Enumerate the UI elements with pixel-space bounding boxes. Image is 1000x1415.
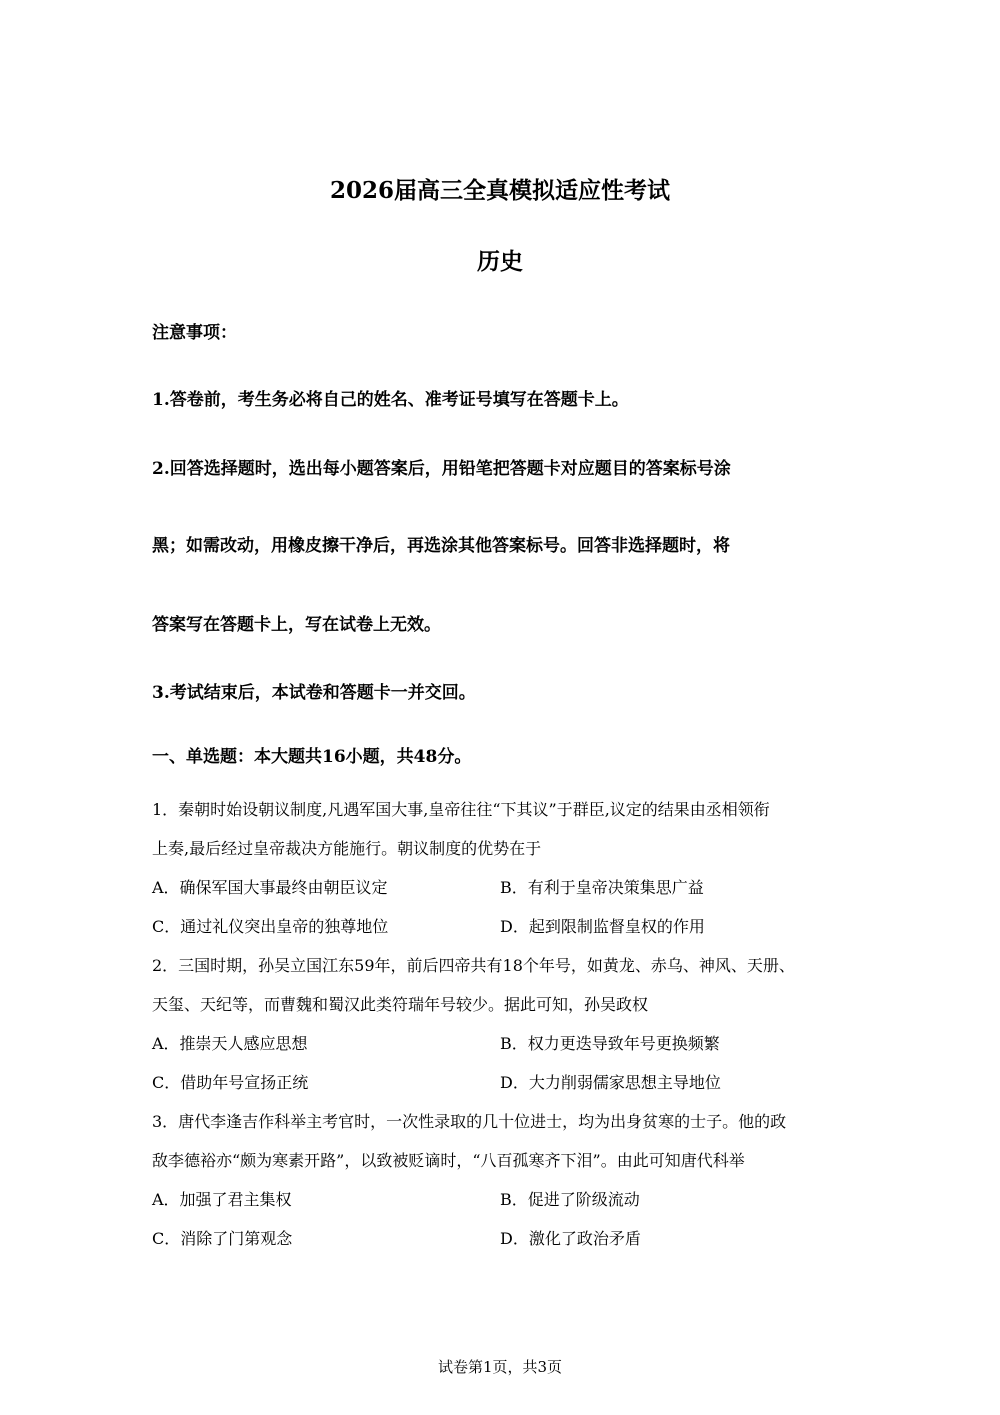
notice-line: 3.考试结束后，本试卷和答题卡一并交回。: [152, 683, 476, 703]
option-d: D．起到限制监督皇权的作用: [500, 917, 705, 936]
option-a: A．确保军国大事最终由朝臣议定: [152, 878, 388, 897]
question-stem-line: 1．秦朝时始设朝议制度,凡遇军国大事,皇帝往往“下其议”于群臣,议定的结果由丞相领衔: [152, 800, 770, 819]
notice-heading: 注意事项：: [152, 323, 237, 343]
option-d: D．大力削弱儒家思想主导地位: [500, 1073, 721, 1092]
option-c: C．借助年号宣扬正统: [152, 1073, 309, 1092]
option-b: B．促进了阶级流动: [500, 1190, 640, 1209]
section-heading: 一、单选题：本大题共16小题，共48分。: [152, 747, 472, 767]
notice-line: 2.回答选择题时，选出每小题答案后，用铅笔把答题卡对应题目的答案标号涂: [152, 459, 731, 479]
question-stem-line: 天玺、天纪等，而曹魏和蜀汉此类符瑞年号较少。据此可知，孙吴政权: [152, 995, 649, 1014]
option-c: C．消除了门第观念: [152, 1229, 293, 1248]
notice-line: 1.答卷前，考生务必将自己的姓名、准考证号填写在答题卡上。: [152, 390, 629, 410]
option-d: D．激化了政治矛盾: [500, 1229, 641, 1248]
exam-title: 2026届高三全真模拟适应性考试: [329, 177, 670, 204]
option-a: A．推崇天人感应思想: [152, 1034, 308, 1053]
option-c: C．通过礼仪突出皇帝的独尊地位: [152, 917, 389, 936]
question-stem-line: 2．三国时期，孙吴立国江东59年，前后四帝共有18个年号，如黄龙、赤乌、神风、天册、: [152, 956, 795, 975]
question-stem-line: 上奏,最后经过皇帝裁决方能施行。朝议制度的优势在于: [152, 839, 542, 858]
question-stem-line: 敌李德裕亦“颇为寒素开路”，以致被贬谪时，“八百孤寒齐下泪”。由此可知唐代科举: [152, 1151, 745, 1170]
option-b: B．权力更迭导致年号更换频繁: [500, 1034, 720, 1053]
notice-line: 答案写在答题卡上，写在试卷上无效。: [152, 615, 441, 635]
page-footer: 试卷第1页，共3页: [437, 1358, 563, 1376]
option-a: A．加强了君主集权: [152, 1190, 292, 1209]
option-b: B．有利于皇帝决策集思广益: [500, 878, 704, 897]
notice-line: 黑；如需改动，用橡皮擦干净后，再选涂其他答案标号。回答非选择题时，将: [152, 536, 730, 556]
question-stem-line: 3．唐代李逢吉作科举主考官时，一次性录取的几十位进士，均为出身贫寒的士子。他的政: [152, 1112, 787, 1131]
subject-title: 历史: [477, 248, 523, 275]
